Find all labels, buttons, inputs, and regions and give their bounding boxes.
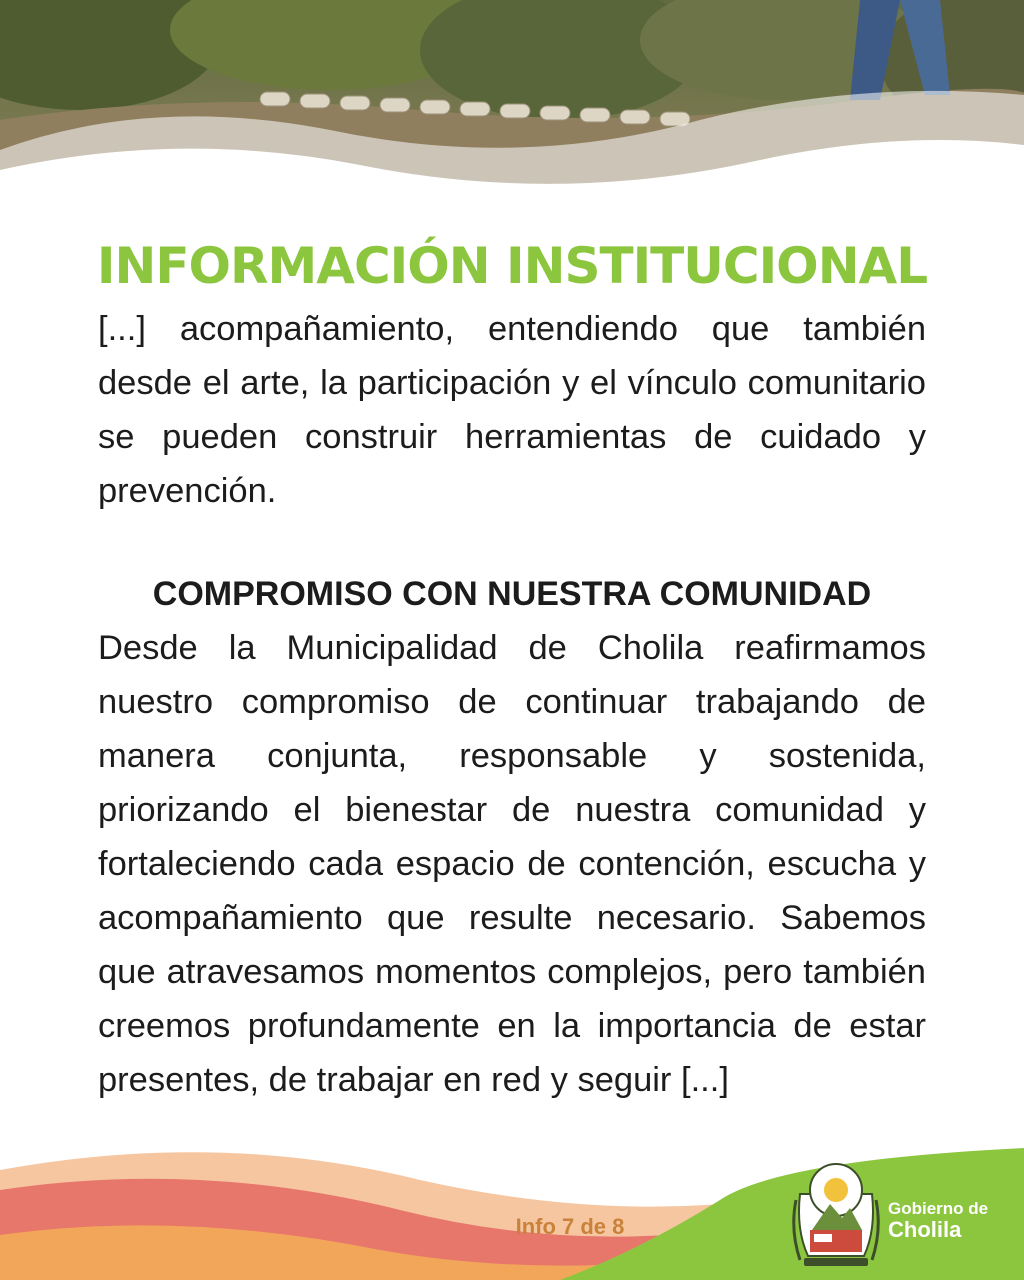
commitment-paragraph: Desde la Municipalidad de Cholila reafirmamos nuestro compromiso de continuar trabajando de manera conjunta, responsable y sostenida, priorizando el bienestar de nuestra comunidad y fortaleciendo cada espacio de contención, escucha y acompañamiento que resulte necesario. Sabemos que atravesamos momentos complejos, pero también creemos profundamente en la importancia de estar presentes, de trabajar en red y seguir [...] bbox=[98, 629, 926, 1099]
page-counter: Info 7 de 8 bbox=[515, 1214, 625, 1239]
intro-paragraph: [...] acompañamiento, entendiendo que también desde el arte, la participación y el vínculo comunitario se pueden construir herramientas de cuidado y prevención. bbox=[98, 310, 926, 510]
brand-line-1: Gobierno de bbox=[888, 1199, 989, 1218]
brand-logo-text bbox=[888, 1200, 988, 1241]
header-photo bbox=[0, 0, 1024, 240]
section-subtitle: COMPROMISO CON NUESTRA COMUNIDAD bbox=[152, 575, 872, 613]
municipality-seal-icon bbox=[790, 1160, 882, 1272]
brand-line-2: Cholila bbox=[888, 1217, 962, 1242]
page-title: INFORMACIÓN INSTITUCIONAL bbox=[96, 237, 928, 295]
